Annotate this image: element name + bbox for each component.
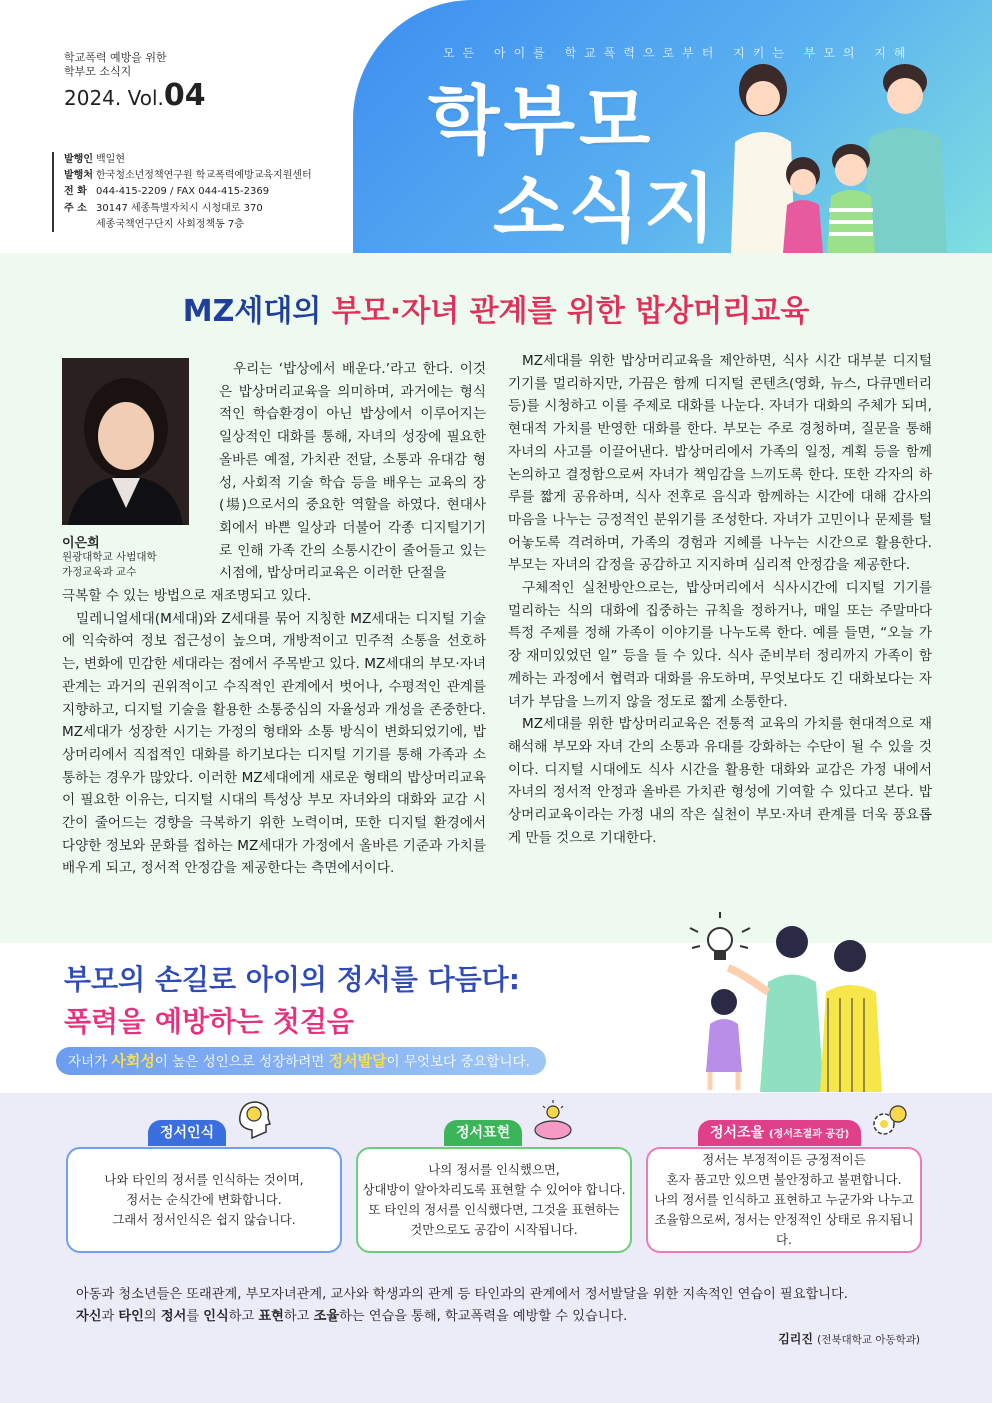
publisher-key: 발행처 <box>64 170 93 181</box>
emphasis: 정서 <box>160 1309 187 1324</box>
issue-label <box>64 78 206 113</box>
newsletter-subtitle: 학교폭력 예방을 위한 <box>64 51 167 64</box>
emphasis: 타인 <box>118 1309 144 1324</box>
author-name: 이은희 <box>62 536 100 551</box>
card-line: 또 타인의 정서를 인식했다면, 그것을 표현하는 <box>368 1202 620 1217</box>
summary-text: 자녀가 <box>68 1054 112 1070</box>
card-line: 나의 정서를 인식하고 표현하고 누군가와 나누고 <box>654 1192 914 1207</box>
publisher-row <box>64 217 244 232</box>
article2-heading: 부모의 손길로 아이의 정서를 다듬다: <box>64 963 520 996</box>
card-line: 나와 타인의 정서를 인식하는 것이며, <box>104 1172 304 1187</box>
publisher-row <box>64 201 263 216</box>
newsletter-title: 학부모 <box>428 78 655 164</box>
newsletter-title-2: 소식지 <box>493 166 720 252</box>
tab-note: (정서조절과 공감) <box>768 1129 850 1140</box>
publisher-key: 주 소 <box>64 203 87 214</box>
masthead <box>0 0 992 253</box>
publisher-key: 전 화 <box>64 186 87 197</box>
people-illustration <box>680 912 920 1092</box>
newsletter-subtitle-2: 학부모 소식지 <box>64 65 132 78</box>
tab-emotion-recognition <box>148 1120 226 1146</box>
title-part-1: MZ세대의 <box>182 294 332 329</box>
byline <box>0 1330 920 1347</box>
paragraph: MZ세대를 위한 밥상머리교육을 제안하면, 식사 시간 대부분 디지털기기를 멀리하지만, 가끔은 함께 디지털 콘텐츠(영화, 뉴스, 다큐멘터리 등)를 시청하고 이를 주제로 대화를 나눈다. 자녀가 대화의 주체가 되며, 현대적 가치를 반영한 대화를 한다. 부모는 주로 경청하며, 질문을 통해 자녀의 사고를 이끌어낸다. 밥상머리에서 가족의 일정, 계획 등을 함께 논의하고 결정함으로써 자녀가 책임감을 느끼도록 한다. 또한 각자의 하루를 짧게 공유하며, 식사 전후로 음식과 함께하는 시간에 대해 감사의 마음을 나누는 긍정적인 분위기를 조성한다. 자녀가 고민이나 문제를 털어놓도록 격려하며, 가족의 경험과 지혜를 나누는 시간으로 활용한다. 부모는 자녀의 감정을 공감하고 지지하며 심리적 안정감을 제공한다. <box>508 353 932 574</box>
emphasis: 인식 <box>203 1309 229 1324</box>
card-emotion-expression <box>356 1147 632 1253</box>
card-emotion-regulation <box>646 1147 922 1253</box>
text: 하는 연습을 통해, 학교폭력을 예방할 수 있습니다. <box>339 1309 628 1324</box>
gear-lightbulb-icon <box>868 1100 912 1140</box>
publisher-value: 한국청소년정책연구원 학교폭력예방교육지원센터 <box>96 170 312 181</box>
publisher-row <box>64 168 312 183</box>
card-text <box>104 1170 303 1230</box>
summary-text: 이 높은 성인으로 성장하려면 <box>154 1054 329 1070</box>
publisher-row <box>64 184 269 199</box>
column-1-body <box>62 585 486 880</box>
column-1-intro: 우리는 ‘밥상에서 배운다.’라고 한다. 이것은 밥상머리교육을 의미하며, 과거에는 형식적인 학습환경이 아닌 밥상에서 이루어지는 일상적인 대화를 통해, 자녀의 성장에 필요한 올바른 예절, 가치관 전달, 소통과 유대감 형성, 사회적 기술 학습 등을 배우는 교육의 장(場)으로서의 중요한 역할을 하였다. 현대사회에서 바쁜 일상과 더불어 각종 디지털기기로 인해 가족 간의 소통시간이 줄어들고 있는 시점에, 밥상머리교육은 이러한 단절을 <box>219 361 486 582</box>
text: 의 <box>143 1309 161 1324</box>
card-line: 상대방이 알아차리도록 표현할 수 있어야 합니다. <box>362 1182 626 1197</box>
card-line: 나의 정서를 인식했으면, <box>428 1162 560 1177</box>
portrait-image <box>62 358 189 525</box>
title-part-2: 부모·자녀 관계를 위한 밥상머리교육 <box>331 294 810 329</box>
card-line: 것만으로도 공감이 시작됩니다. <box>410 1222 578 1237</box>
article2-subheading: 폭력을 예방하는 첫걸음 <box>64 1005 354 1038</box>
text: 하고 <box>283 1309 314 1324</box>
tab-label: 정서인식 <box>160 1125 215 1141</box>
publisher-key: 발행인 <box>64 154 93 165</box>
summary-text: 이 무엇보다 중요합니다. <box>386 1054 530 1070</box>
author-affiliation-2: 가정교육과 교수 <box>62 566 137 578</box>
card-emotion-recognition <box>66 1147 342 1253</box>
text: 하고 <box>228 1309 259 1324</box>
publisher-value: 30147 세종특별자치시 시청대로 370 <box>96 203 263 214</box>
lightbulb-icon <box>690 912 750 960</box>
text: 를 <box>186 1309 204 1324</box>
column-2-body <box>508 350 932 849</box>
article-mz-dinner-table <box>0 253 992 943</box>
summary-emphasis: 사회성 <box>111 1052 155 1070</box>
closing-emphasis <box>76 1305 627 1324</box>
brain-icon <box>532 1100 574 1140</box>
card-text <box>362 1160 625 1240</box>
paragraph: MZ세대를 위한 밥상머리교육은 전통적 교육의 가치를 현대적으로 재해석해 부모와 자녀 간의 소통과 유대를 강화하는 수단이 될 수 있을 것이다. 디지털 시대에도 식사 시간을 활용한 대화와 교감은 가정 내에서 자녀의 정서적 안정과 올바른 가치관 형성에 기여할 수 있다고 본다. 밥상머리교육이라는 가정 내의 작은 실천이 부모·자녀 관계를 더욱 풍요롭게 만들 것으로 기대한다. <box>508 716 932 846</box>
text: 과 <box>101 1309 119 1324</box>
article-title <box>0 286 992 330</box>
author-affiliation: 원광대학교 사범대학 <box>62 551 157 563</box>
tab-emotion-expression <box>444 1120 522 1146</box>
publisher-value: 백일현 <box>96 154 125 165</box>
tab-label: 정서표현 <box>456 1125 511 1141</box>
emphasis: 자신 <box>76 1309 102 1324</box>
card-line: 조율함으로써, 정서는 안정적인 상태로 유지됩니다. <box>654 1212 914 1247</box>
publisher-bar <box>52 152 54 232</box>
card-line: 정서는 부정적이든 긍정적이든 <box>702 1152 866 1167</box>
card-text <box>648 1150 920 1250</box>
paragraph: 구체적인 실천방안으로는, 밥상머리에서 식사시간에 디지털 기기를 멀리하는 식의 대화에 집중하는 규칙을 정하거나, 매일 또는 주말마다 특정 주제를 정해 가족이 이야기를 나누도록 한다. 예를 들면, “오늘 가장 재미있었던 일” 등을 들 수 있다. 식사 준비부터 정리까지 가족이 함께하는 과정에서 협력과 대화를 유도하며, 무엇보다도 긴 대화보다는 자녀가 부담을 느끼지 않을 정도로 짧게 소통한다. <box>508 580 932 710</box>
tab-emotion-regulation <box>698 1120 861 1146</box>
paragraph: 밀레니얼세대(M세대)와 Z세대를 묶어 지칭한 MZ세대는 디지털 기술에 익숙하여 정보 접근성이 높으며, 개방적이고 민주적 소통을 선호하는, 변화에 민감한 세대라는 점에서 주목받고 있다. MZ세대의 부모·자녀 관계는 과거의 권위적이고 수직적인 관계에서 벗어나, 수평적인 관계를 지향하고, 디지털 기술을 활용한 소통중심의 자율성과 개성을 존중한다. MZ세대가 성장한 시기는 가정의 형태와 소통 방식이 변화되었기에, 밥상머리에서 직접적인 대화를 하기보다는 디지털 기기를 통해 가족과 소통하는 경우가 많았다. 이러한 MZ세대에게 새로운 형태의 밥상머리교육이 필요한 이유는, 디지털 시대의 특성상 부모 자녀와의 대화와 교감 시간이 줄어드는 경향을 극복하기 위한 노력이며, 또한 디지털 환경에서 다양한 정보와 문화를 접하는 MZ세대가 가정에서 올바른 기준과 가치를 배우게 되고, 정서적 안정감을 제공한다는 측면에서이다. <box>62 610 486 877</box>
closing-paragraph: 아동과 청소년들은 또래관계, 부모자녀관계, 교사와 학생과의 관계 등 타인과의 관계에서 정서발달을 위한 지속적인 연습이 필요합니다. <box>76 1287 848 1302</box>
emphasis: 조율 <box>313 1309 340 1324</box>
card-line: 정서는 순식간에 변화합니다. <box>126 1192 282 1207</box>
card-line: 그래서 정서인식은 쉽지 않습니다. <box>112 1212 296 1227</box>
article2-summary-pill <box>56 1047 546 1075</box>
year-volume: 2024. Vol. <box>64 86 164 110</box>
head-lightbulb-icon <box>234 1100 272 1140</box>
card-line: 혼자 품고만 있으면 불안정하고 불편합니다. <box>666 1172 902 1187</box>
author-photo <box>62 358 189 525</box>
tab-label: 정서조율 <box>710 1125 765 1141</box>
tagline: 모든 아이를 학교폭력으로부터 지키는 부모의 지혜 <box>443 46 914 60</box>
emphasis: 표현 <box>258 1309 284 1324</box>
hero-banner <box>353 0 992 253</box>
issue-number: 04 <box>163 78 206 113</box>
publisher-row <box>64 152 125 167</box>
summary-emphasis: 정서발달 <box>328 1052 387 1070</box>
family-illustration <box>723 60 992 253</box>
byline-affiliation: (전북대학교 아동학과) <box>817 1334 920 1346</box>
publisher-value: 세종국책연구단지 사회정책동 7층 <box>96 219 244 230</box>
publisher-value: 044-415-2209 / FAX 044-415-2369 <box>96 186 270 197</box>
byline-name: 김리진 <box>778 1332 813 1346</box>
paragraph: 극복할 수 있는 방법으로 재조명되고 있다. <box>62 588 312 604</box>
